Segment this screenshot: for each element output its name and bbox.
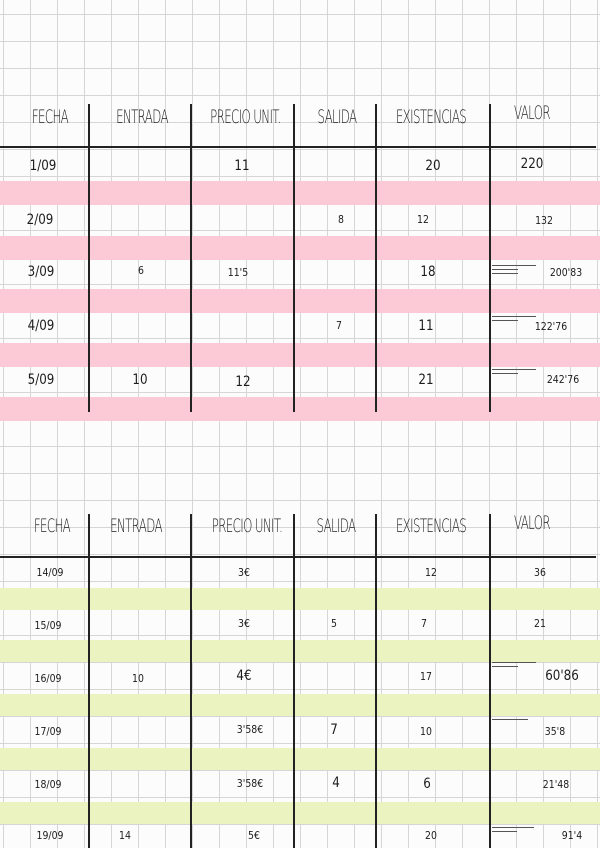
cell-fecha: 15/09 [34,619,62,632]
cell-precio: 4€ [236,668,252,684]
calculation-note [492,369,536,379]
row-band [0,640,600,662]
header-valor: VALOR [514,512,550,534]
cell-fecha: 2/09 [26,212,54,228]
cell-precio: 5€ [248,829,260,842]
cell-valor: 21'48 [542,778,570,791]
column-divider [88,514,90,848]
cell-fecha: 5/09 [27,372,55,388]
cell-precio: 12 [235,374,251,390]
cell-fecha: 1/09 [29,158,57,174]
row-band [0,343,600,367]
cell-precio: 3€ [238,566,250,579]
cell-entrada: 6 [138,264,144,277]
row-band [0,802,600,824]
cell-precio: 3'58€ [236,777,264,790]
calculation-note [492,827,534,837]
column-divider [190,514,192,848]
column-divider [190,104,192,412]
header-entrada: ENTRADA [116,106,168,128]
cell-existencias: 17 [420,670,432,683]
cell-entrada: 14 [119,829,131,842]
cell-salida: 5 [331,617,337,630]
row-band [0,289,600,313]
cell-valor: 220 [520,156,544,172]
cell-fecha: 17/09 [34,725,62,738]
cell-existencias: 7 [421,617,427,630]
cell-fecha: 14/09 [36,566,64,579]
cell-precio: 11'5 [227,266,249,279]
row-band [0,588,600,610]
cell-existencias: 18 [420,264,436,280]
cell-fecha: 18/09 [34,778,62,791]
column-divider [88,104,90,412]
header-existencias: EXISTENCIAS [395,515,467,537]
header-existencias: EXISTENCIAS [395,106,467,128]
header-salida: SALIDA [317,106,357,128]
cell-precio: 11 [234,158,250,174]
cell-valor: 36 [534,566,546,579]
cell-existencias: 10 [420,725,432,738]
cell-valor: 200'83 [549,266,583,279]
cell-valor: 91'4 [561,829,583,842]
row-band [0,397,600,421]
header-fecha: FECHA [31,106,69,128]
calculation-note [492,265,536,275]
cell-valor: 35'8 [544,725,566,738]
row-band [0,694,600,716]
cell-salida: 4 [332,775,340,791]
cell-salida: 7 [330,722,338,738]
cell-valor: 21 [534,617,546,630]
header-valor: VALOR [514,102,550,124]
cell-valor: 122'76 [534,320,568,333]
cell-existencias: 11 [418,318,434,334]
calculation-note [492,662,536,672]
cell-valor: 60'86 [545,668,579,684]
column-divider [293,514,295,848]
header-fecha: FECHA [33,515,71,537]
header-entrada: ENTRADA [110,515,162,537]
cell-entrada: 10 [132,372,148,388]
row-band [0,748,600,770]
cell-existencias: 20 [425,158,441,174]
cell-fecha: 4/09 [27,318,55,334]
column-divider [489,514,491,848]
header-precio: PRECIO UNIT. [211,515,283,537]
cell-entrada: 10 [132,672,144,685]
header-precio: PRECIO UNIT. [210,106,281,128]
cell-fecha: 3/09 [27,264,55,280]
cell-existencias: 6 [423,776,431,792]
cell-fecha: 19/09 [36,829,64,842]
cell-valor: 132 [535,214,553,227]
cell-fecha: 16/09 [34,672,62,685]
cell-existencias: 20 [425,829,437,842]
column-divider [293,104,295,412]
cell-precio: 3€ [238,617,250,630]
row-band [0,181,600,205]
column-divider [375,104,377,412]
cell-precio: 3'58€ [236,723,264,736]
calculation-note [492,316,536,326]
header-salida: SALIDA [316,515,356,537]
cell-existencias: 21 [418,372,434,388]
calculation-note [492,719,528,729]
cell-salida: 7 [336,319,342,332]
cell-existencias: 12 [417,213,429,226]
column-divider [375,514,377,848]
cell-salida: 8 [338,213,344,226]
row-band [0,236,600,260]
cell-valor: 242'76 [546,373,580,386]
column-divider [489,104,491,412]
cell-existencias: 12 [425,566,437,579]
